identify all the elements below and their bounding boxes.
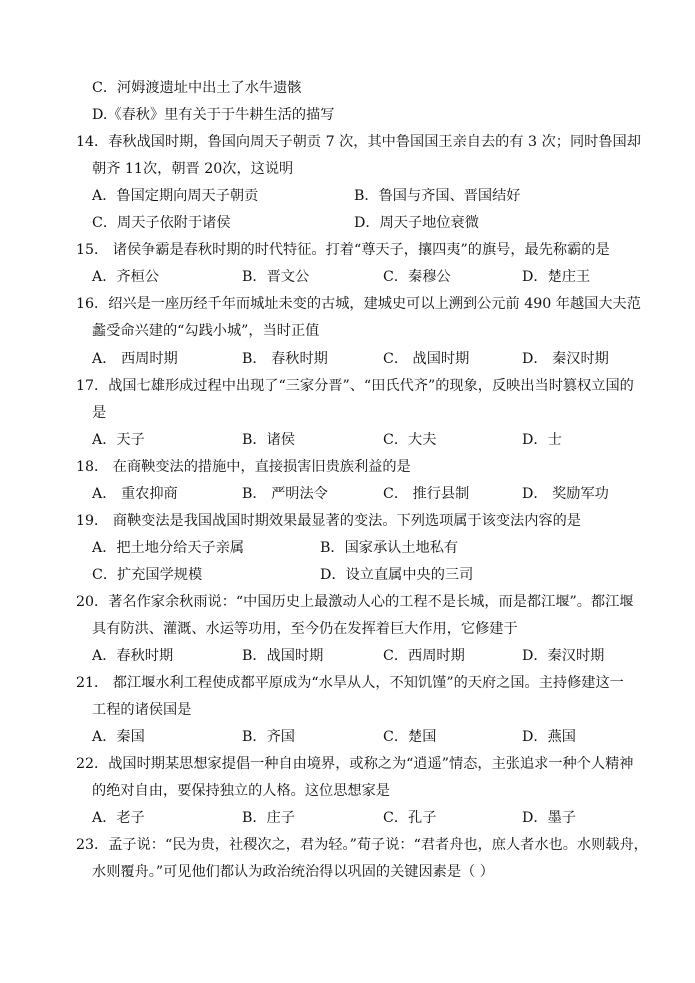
q20-options <box>92 646 652 666</box>
q22-option-b: B．庄子 <box>242 810 295 826</box>
q21-options <box>92 727 652 747</box>
q19-option-b: B．国家承认土地私有 <box>320 540 459 556</box>
q16-options <box>92 349 652 369</box>
q14-option-d: D．周天子地位衰微 <box>354 215 479 231</box>
q14-option-c: C．周天子依附于诸侯 <box>92 215 231 231</box>
q20-stem-line1: 20．著名作家余秋雨说：“中国历史上最激动人心的工程不是长城，而是都江堰”。都江堰 <box>76 594 634 610</box>
q18-stem: 18． 在商鞅变法的措施中，直接损害旧贵族利益的是 <box>76 459 411 475</box>
q17-stem-line1: 17．战国七雄形成过程中出现了“三家分晋”、“田氏代齐”的现象，反映出当时篡权立国的 <box>76 378 634 394</box>
q21-option-d: D．燕国 <box>522 729 576 745</box>
q18-option-c: C． 推行县制 <box>383 486 470 502</box>
q16-option-b: B． 春秋时期 <box>242 351 328 367</box>
q16-option-a: A． 西周时期 <box>92 351 178 367</box>
q21-option-c: C．楚国 <box>383 729 437 745</box>
q20-option-a: A．春秋时期 <box>92 648 174 664</box>
q13-option-d: D.《春秋》里有关于于牛耕生活的描写 <box>92 107 335 123</box>
q23-stem-line2: 水则覆舟。”可见他们都认为政治统治得以巩固的关键因素是（ ） <box>92 864 494 880</box>
q17-option-d: D．士 <box>522 432 562 448</box>
q19-option-d: D．设立直属中央的三司 <box>320 567 474 583</box>
q13-option-c: C．河姆渡遗址中出土了水牛遗骸 <box>92 80 302 96</box>
q19-options-row2 <box>92 565 652 585</box>
q20-option-c: C．西周时期 <box>383 648 465 664</box>
q19-options-row1 <box>92 538 652 558</box>
q19-stem: 19． 商鞅变法是我国战国时期效果最显著的变法。下列选项属于该变法内容的是 <box>76 513 581 529</box>
q14-stem-line2: 朝齐 11次，朝晋 20次，这说明 <box>92 161 294 177</box>
q20-option-d: D．秦汉时期 <box>522 648 605 664</box>
q14-option-b: B．鲁国与齐国、晋国结好 <box>354 188 521 204</box>
q18-option-b: B． 严明法令 <box>242 486 328 502</box>
q15-option-b: B．晋文公 <box>242 269 310 285</box>
q16-option-d: D． 秦汉时期 <box>522 351 609 367</box>
q15-options <box>92 267 652 287</box>
q22-options <box>92 808 652 828</box>
q17-option-c: C．大夫 <box>383 432 437 448</box>
q22-option-a: A．老子 <box>92 810 145 826</box>
q14-stem-line1: 14．春秋战国时期，鲁国向周天子朝贡 7 次，其中鲁国国王亲自去的有 3 次；同时鲁国却 <box>76 134 641 150</box>
q14-options-row1 <box>92 186 652 206</box>
q21-option-b: B．齐国 <box>242 729 295 745</box>
q18-options <box>92 484 652 504</box>
q17-option-b: B．诸侯 <box>242 432 295 448</box>
q16-stem-line1: 16．绍兴是一座历经千年而城址未变的古城，建城史可以上溯到公元前 490 年越国大夫范 <box>76 296 641 312</box>
q21-option-a: A．秦国 <box>92 729 145 745</box>
q15-option-c: C．秦穆公 <box>383 269 451 285</box>
q16-option-c: C． 战国时期 <box>383 351 470 367</box>
q17-option-a: A．天子 <box>92 432 145 448</box>
q16-stem-line2: 蠡受命兴建的“勾践小城”，当时正值 <box>92 323 320 339</box>
q17-options <box>92 430 652 450</box>
q15-option-d: D．楚庄王 <box>522 269 591 285</box>
q22-option-c: C．孔子 <box>383 810 437 826</box>
q22-stem-line1: 22．战国时期某思想家提倡一种自由境界，或称之为“逍遥”情态，主张追求一种个人精神 <box>76 756 634 772</box>
q19-option-c: C．扩充国学规模 <box>92 567 203 583</box>
q22-stem-line2: 的绝对自由，要保持独立的人格。这位思想家是 <box>92 783 390 799</box>
q21-stem-line2: 工程的诸侯国是 <box>92 702 192 718</box>
q19-option-a: A．把土地分给天子亲属 <box>92 540 245 556</box>
q14-option-a: A．鲁国定期向周天子朝贡 <box>92 188 259 204</box>
q18-option-d: D． 奖励军功 <box>522 486 609 502</box>
q15-option-a: A．齐桓公 <box>92 269 159 285</box>
q15-stem: 15． 诸侯争霸是春秋时期的时代特征。打着“尊天子，攘四夷”的旗号，最先称霸的是 <box>76 242 610 258</box>
q23-stem-line1: 23．孟子说：“民为贵，社稷次之，君为轻。”荀子说：“君者舟也，庶人者水也。水则载舟， <box>76 837 648 853</box>
q20-stem-line2: 具有防洪、灌溉、水运等功用，至今仍在发挥着巨大作用，它修建于 <box>92 621 518 637</box>
q20-option-b: B．战国时期 <box>242 648 324 664</box>
q22-option-d: D．墨子 <box>522 810 576 826</box>
q21-stem-line1: 21． 都江堰水利工程使成都平原成为“水旱从人，不知饥馑”的天府之国。主持修建这一 <box>76 675 624 691</box>
q17-stem-line2: 是 <box>92 405 107 421</box>
q18-option-a: A． 重农抑商 <box>92 486 178 502</box>
q14-options-row2 <box>92 213 652 233</box>
